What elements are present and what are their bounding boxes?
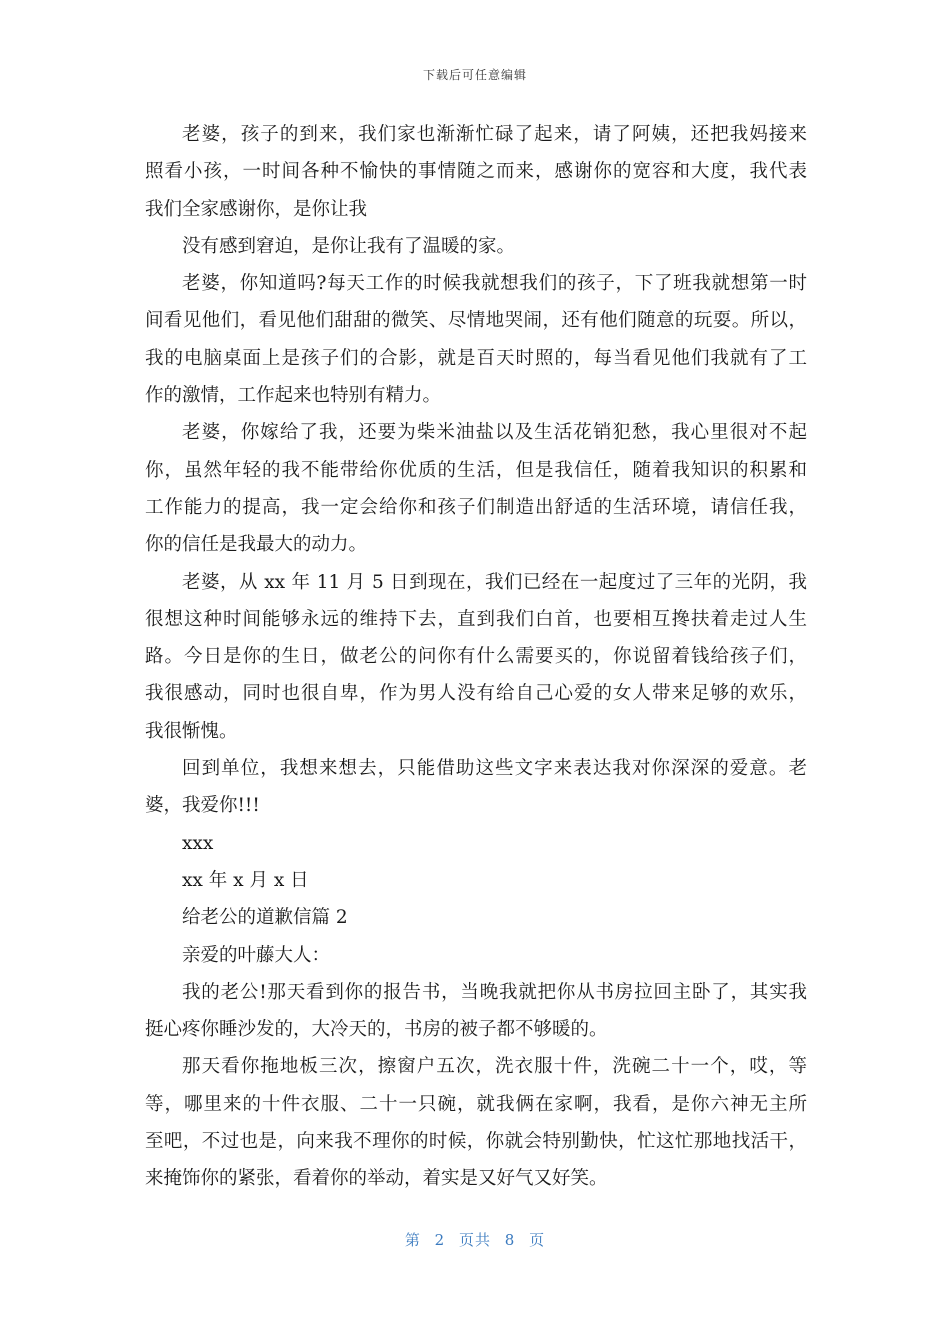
text-line: 等，哪里来的十件衣服、二十一只碗，就我俩在家啊，我看，是你六神无主所 <box>145 1093 807 1115</box>
text-line: 老婆，孩子的到来，我们家也渐渐忙碌了起来，请了阿姨，还把我妈接来 <box>182 124 807 145</box>
text-line: xxx <box>182 832 214 854</box>
text-line: 那天看你拖地板三次，擦窗户五次，洗衣服十件，洗碗二十一个，哎，等 <box>182 1056 807 1078</box>
text-line: 你的信任是我最大的动力。 <box>145 534 368 556</box>
text-line: 来掩饰你的紧张，看着你的举动，着实是又好气又好笑。 <box>145 1168 608 1190</box>
text-line: 婆，我爱你!!! <box>145 795 260 817</box>
footer-suffix: 页 <box>529 1231 546 1249</box>
text-line: 我的电脑桌面上是孩子们的合影，就是百天时照的，每当看见他们我就有了工 <box>145 347 807 369</box>
text-line: 没有感到窘迫，是你让我有了温暖的家。 <box>182 235 516 257</box>
text-line: 作的激情，工作起来也特别有精力。 <box>145 385 442 407</box>
text-line: 我很感动，同时也很自卑，作为男人没有给自己心爱的女人带来足够的欢乐， <box>145 683 807 705</box>
text-line: 我很惭愧。 <box>145 720 238 742</box>
text-line: 回到单位，我想来想去，只能借助这些文字来表达我对你深深的爱意。老 <box>182 758 807 780</box>
text-line: 很想这种时间能够永远的维持下去，直到我们白首，也要相互搀扶着走过人生 <box>145 608 807 630</box>
text-line: xx 年 x 月 x 日 <box>182 869 309 891</box>
footer-current-page: 2 <box>434 1231 446 1249</box>
page-header: 下载后可任意编辑 <box>422 68 527 82</box>
text-line: 工作能力的提高，我一定会给你和孩子们制造出舒适的生活环境，请信任我， <box>145 496 807 518</box>
footer-prefix: 第 <box>404 1231 421 1249</box>
text-line: 路。今日是你的生日，做老公的问你有什么需要买的，你说留着钱给孩子们， <box>145 646 807 668</box>
text-line: 至吧，不过也是，向来我不理你的时候，你就会特别勤快，忙这忙那地找活干， <box>145 1131 807 1153</box>
text-line: 间看见他们，看见他们甜甜的微笑、尽情地哭闹，还有他们随意的玩耍。所以， <box>145 310 807 332</box>
text-line: 我们全家感谢你，是你让我 <box>145 198 368 220</box>
text-line: 我的老公!那天看到你的报告书，当晚我就把你从书房拉回主卧了，其实我 <box>182 981 807 1003</box>
footer-middle: 页共 <box>458 1231 491 1249</box>
text-line: 老婆，你嫁给了我，还要为柴米油盐以及生活花销犯愁，我心里很对不起 <box>182 422 807 444</box>
text-line: 照看小孩，一时间各种不愉快的事情随之而来，感谢你的宽容和大度，我代表 <box>145 161 807 183</box>
text-line: 亲爱的叶藤大人： <box>182 944 331 966</box>
text-line: 老婆，从 xx 年 11 月 5 日到现在，我们已经在一起度过了三年的光阴，我 <box>182 571 807 593</box>
text-line: 老婆，你知道吗?每天工作的时候我就想我们的孩子，下了班我就想第一时 <box>182 273 807 295</box>
text-line: 给老公的道歉信篇 2 <box>182 907 348 929</box>
text-line: 你，虽然年轻的我不能带给你优质的生活，但是我信任，随着我知识的积累和 <box>145 459 807 481</box>
footer-total-pages: 8 <box>504 1231 516 1249</box>
page-number-footer <box>0 1229 950 1250</box>
text-line: 挺心疼你睡沙发的，大冷天的，书房的被子都不够暖的。 <box>145 1019 608 1041</box>
document-body <box>145 116 807 1198</box>
